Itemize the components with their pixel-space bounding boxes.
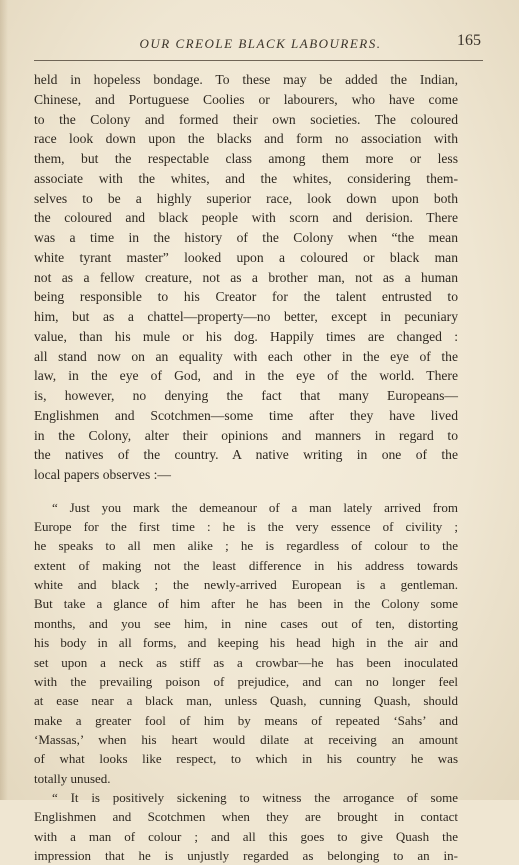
text-line: his body in all forms, and keeping his head high in the air and bbox=[34, 635, 458, 651]
page-number: 165 bbox=[457, 32, 481, 49]
quote-paragraph-2 bbox=[34, 788, 458, 865]
text-line: ‘Massas,’ when his heart would dilate at receiving an amount bbox=[34, 731, 458, 747]
text-line: not as a fellow creature, not as a brother man, not as a human bbox=[34, 269, 458, 285]
text-line: held in hopeless bondage. To these may be added the Indian, bbox=[34, 72, 458, 87]
text-line: local papers observes :— bbox=[34, 467, 172, 482]
running-title: OUR CREOLE BLACK LABOURERS. bbox=[139, 36, 382, 51]
text-line: impression that he is unjustly regarded as belonging to an in- bbox=[34, 847, 458, 863]
text-line: the natives of the country. A native writing in one of the bbox=[34, 447, 458, 463]
text-line: all stand now on an equality with each other in the eye of the bbox=[34, 348, 458, 364]
text-line: make a greater fool of him by means of repeated ‘Sahs’ and bbox=[34, 712, 458, 728]
text-line: of what looks like respect, to which in his country he was bbox=[34, 751, 458, 767]
text-line: them, but the respectable class among them more or less bbox=[34, 151, 458, 166]
text-line: white tyrant master” looked upon a coloured or black man bbox=[34, 249, 458, 265]
text-line: was a time in the history of the Colony when “the mean bbox=[34, 230, 458, 245]
text-line: in the Colony, alter their opinions and manners in regard to bbox=[34, 427, 458, 443]
text-line: white and black ; the newly-arrived European is a gentleman. bbox=[34, 577, 458, 593]
body-text bbox=[34, 70, 458, 865]
text-line: at ease near a black man, unless Quash, cunning Quash, should bbox=[34, 693, 458, 709]
text-line: value, than his mule or his dog. Happily times are changed : bbox=[34, 328, 458, 344]
text-line: race look down upon the blacks and form no association with bbox=[34, 131, 458, 147]
text-line: selves to be a highly superior race, look down upon both bbox=[34, 190, 458, 206]
text-line: totally unused. bbox=[34, 770, 111, 786]
text-line: he speaks to all men alike ; he is regardless of colour to the bbox=[34, 538, 458, 554]
text-line: “ Just you mark the demeanour of a man lately arrived from bbox=[52, 499, 458, 515]
text-line: Europe for the first time : he is the very essence of civility ; bbox=[34, 519, 458, 535]
text-line: law, in the eye of God, and in the eye of the world. There bbox=[34, 368, 458, 384]
text-line: Chinese, and Portuguese Coolies or labourers, who have come bbox=[34, 91, 458, 107]
header-rule bbox=[34, 60, 483, 61]
running-head bbox=[32, 32, 489, 58]
text-line: But take a glance of him after he has been in the Colony some bbox=[34, 596, 458, 612]
text-line: Englishmen and Scotchmen—some time after they have lived bbox=[34, 407, 458, 423]
text-line: set upon a neck as stiff as a crowbar—he has been inoculated bbox=[34, 654, 458, 670]
text-line: him, but as a chattel—property—no better, except in pecuniary bbox=[34, 309, 458, 324]
text-line: associate with the whites, and the whites, considering them- bbox=[34, 170, 458, 186]
text-line: the coloured and black people with scorn and derision. There bbox=[34, 210, 458, 226]
text-line: with the prevailing poison of prejudice, and can no longer feel bbox=[34, 673, 458, 689]
quote-paragraph-1 bbox=[34, 498, 458, 788]
text-line: with a man of colour ; and all this goes to give Quash the bbox=[34, 828, 458, 844]
text-line: being responsible to his Creator for the talent entrusted to bbox=[34, 289, 458, 305]
text-line: “ It is positively sickening to witness the arrogance of some bbox=[52, 789, 458, 805]
text-line: months, and you see him, in nine cases out of ten, distorting bbox=[34, 615, 458, 631]
text-line: Englishmen and Scotchmen when they are brought in contact bbox=[34, 809, 458, 825]
text-line: extent of making not the least difference in his address towards bbox=[34, 557, 458, 573]
text-line: to the Colony and formed their own societies. The coloured bbox=[34, 111, 458, 127]
paragraph-main bbox=[34, 70, 458, 485]
text-line: is, however, no denying the fact that many Europeans— bbox=[34, 388, 458, 403]
